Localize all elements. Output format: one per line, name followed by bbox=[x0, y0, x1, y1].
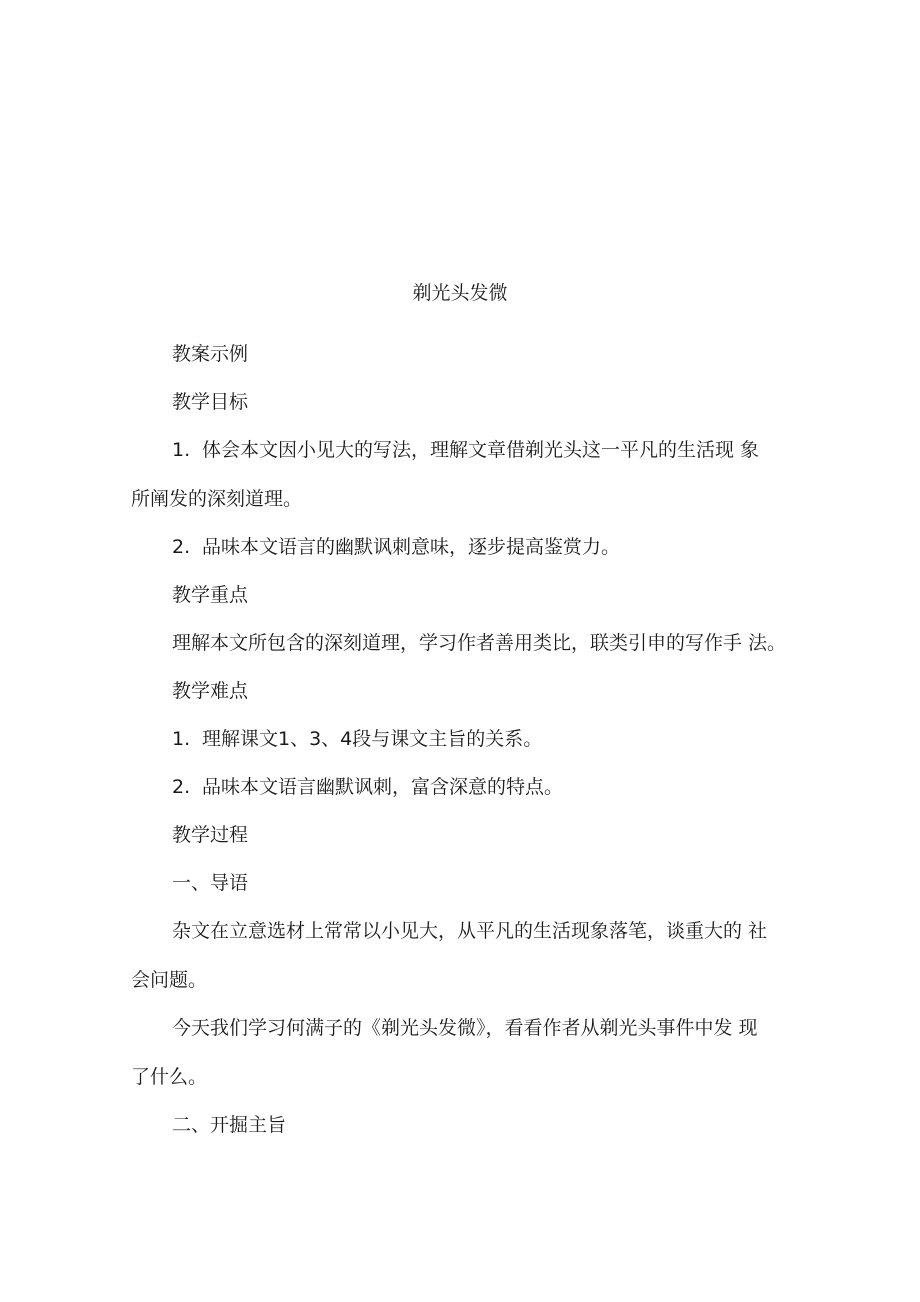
paragraph: 理解本文所包含的深刻道理，学习作者善用类比，联类引申的写作手 法。 bbox=[172, 632, 787, 654]
list-number: 2. bbox=[172, 776, 191, 798]
subheading-theme: 二、开掘主旨 bbox=[172, 1114, 287, 1136]
paragraph-text: 品味本文语言的幽默讽刺意味，逐步提高鉴赏力。 bbox=[202, 536, 621, 558]
section-heading-difficulties: 教学难点 bbox=[172, 680, 249, 702]
paragraph-continuation: 会问题。 bbox=[131, 969, 208, 991]
paragraph-continuation: 所阐发的深刻道理。 bbox=[131, 488, 303, 510]
list-number: 2. bbox=[172, 536, 191, 558]
paragraph-text: 体会本文因小见大的写法，理解文章借剃光头这一平凡的生活现 象 bbox=[202, 439, 760, 461]
section-heading-teaching-goals: 教学目标 bbox=[172, 391, 249, 413]
list-number: 1. bbox=[172, 439, 191, 461]
paragraph: 今天我们学习何满子的《剃光头发微》，看看作者从剃光头事件中发 现 bbox=[172, 1017, 758, 1039]
subheading-introduction: 一、导语 bbox=[172, 872, 249, 894]
goal-item-1 bbox=[172, 438, 759, 462]
section-heading-teaching-process: 教学过程 bbox=[172, 824, 249, 846]
document-title: 剃光头发微 bbox=[412, 282, 508, 304]
paragraph-continuation: 了什么。 bbox=[131, 1066, 208, 1088]
paragraph: 杂文在立意选材上常常以小见大，从平凡的生活现象落笔，谈重大的 社 bbox=[172, 920, 768, 942]
list-number: 1. bbox=[172, 728, 191, 750]
difficulty-item-2 bbox=[172, 775, 563, 799]
section-heading-key-points: 教学重点 bbox=[172, 584, 249, 606]
difficulty-item-1 bbox=[172, 727, 542, 751]
section-heading-lesson-example: 教案示例 bbox=[172, 343, 249, 365]
paragraph-text: 品味本文语言幽默讽刺，富含深意的特点。 bbox=[202, 776, 564, 798]
goal-item-2 bbox=[172, 535, 620, 559]
paragraph-text: 理解课文1、3、4段与课文主旨的关系。 bbox=[202, 728, 543, 750]
